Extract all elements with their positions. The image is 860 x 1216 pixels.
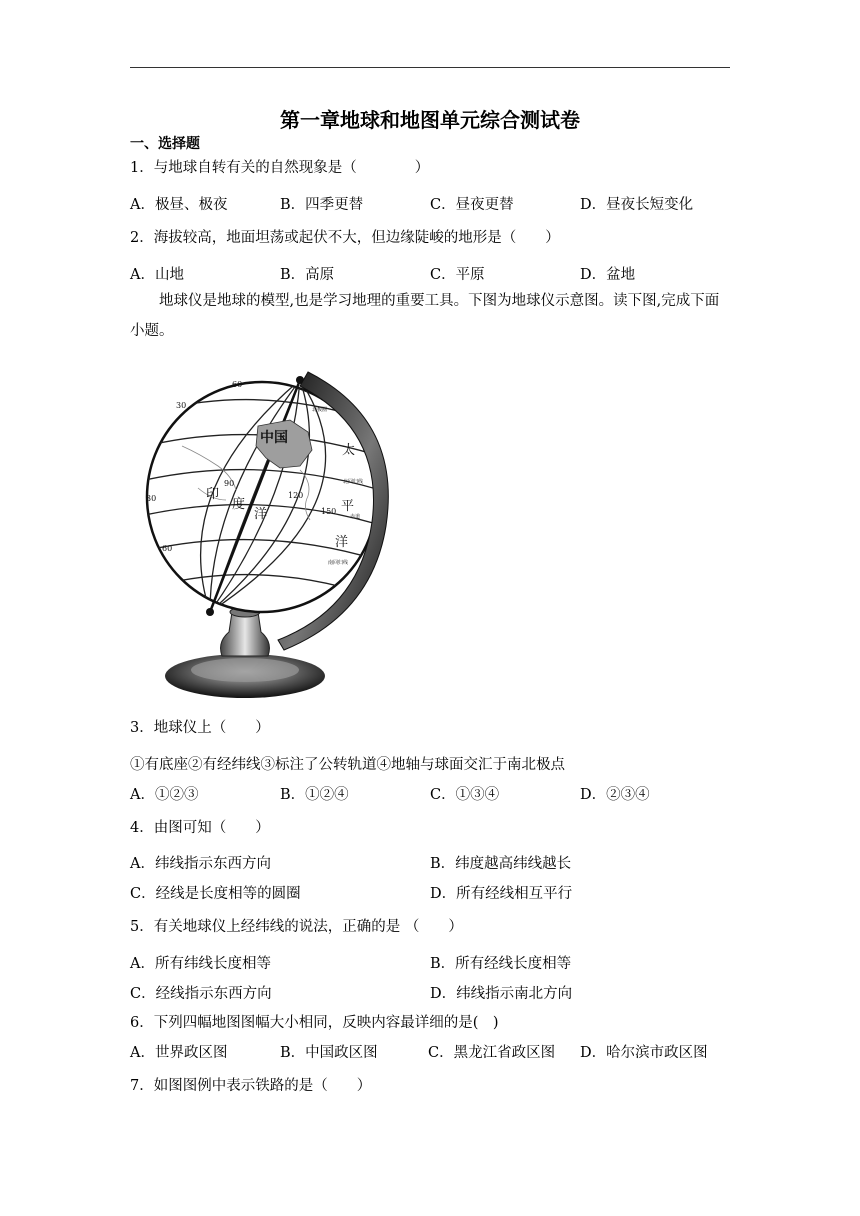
- option-d: D．哈尔滨市政区图: [580, 1045, 708, 1061]
- question-4-options-row2: [130, 882, 730, 903]
- lat-30n: 30: [176, 401, 187, 410]
- option-b: B．高原: [280, 267, 335, 283]
- option-a: A．山地: [130, 267, 184, 283]
- option-c: C．黑龙江省政区图: [428, 1045, 556, 1061]
- label-equator: 赤道: [350, 514, 361, 520]
- option-b: B．①②④: [280, 787, 349, 803]
- option-c: C．经线是长度相等的圆圈: [130, 886, 301, 902]
- label-arctic-circle: 北极圈: [312, 407, 328, 413]
- lon-90: 90: [224, 479, 235, 488]
- label-tai: 太: [342, 443, 356, 458]
- globe-figure: [140, 350, 390, 702]
- option-b: B．所有经线长度相等: [430, 956, 572, 972]
- label-yang-pacific: 洋: [335, 535, 349, 550]
- lon-150: 150: [321, 507, 337, 516]
- question-6-options: [130, 1041, 730, 1062]
- lat-60n: 60: [232, 380, 243, 389]
- label-yang-indian: 洋: [254, 507, 268, 522]
- header-rule: [130, 67, 730, 68]
- question-2-options: [130, 263, 730, 284]
- option-c: C．昼夜更替: [430, 197, 514, 213]
- globe-stand: [221, 612, 270, 656]
- question-4-stem: 4．由图可知（ ）: [130, 820, 270, 836]
- label-tropic-south: 南回归线: [328, 560, 349, 566]
- question-1-options: [130, 193, 730, 214]
- question-3-statements: ①有底座②有经纬线③标注了公转轨道④地轴与球面交汇于南北极点: [130, 757, 565, 773]
- label-du: 度: [232, 497, 246, 512]
- question-7-stem: 7．如图图例中表示铁路的是（ ）: [130, 1078, 372, 1094]
- page-title: 第一章地球和地图单元综合测试卷: [280, 108, 580, 132]
- label-china: 中国: [260, 430, 288, 446]
- question-4-options-row1: [130, 852, 730, 873]
- lat-60s: 60: [162, 544, 173, 553]
- option-a: A．极昼、极夜: [130, 197, 228, 213]
- question-6-stem: 6．下列四幅地图图幅大小相同，反映内容最详细的是( ): [130, 1015, 499, 1031]
- question-5-options-row2: [130, 982, 730, 1003]
- option-c: C．①③④: [430, 787, 500, 803]
- label-tropic-north: 北回归线: [343, 479, 364, 485]
- label-ping: 平: [341, 499, 355, 514]
- option-d: D．②③④: [580, 787, 650, 803]
- option-d: D．所有经线相互平行: [430, 886, 573, 902]
- option-d: D．纬线指示南北方向: [430, 986, 573, 1002]
- option-a: A．①②③: [130, 787, 199, 803]
- option-c: C．经线指示东西方向: [130, 986, 272, 1002]
- option-a: A．纬线指示东西方向: [130, 856, 271, 872]
- option-b: B．纬度越高纬线越长: [430, 856, 572, 872]
- question-2-stem: 2．海拔较高，地面坦荡或起伏不大，但边缘陡峻的地形是（ ）: [130, 230, 560, 246]
- option-b: B．中国政区图: [280, 1045, 378, 1061]
- option-c: C．平原: [430, 267, 485, 283]
- question-5-stem: 5．有关地球仪上经纬线的说法，正确的是 （ ）: [130, 919, 463, 935]
- option-a: A．所有纬线长度相等: [130, 956, 271, 972]
- label-yin: 印: [206, 487, 220, 502]
- question-3-stem: 3．地球仪上（ ）: [130, 720, 270, 736]
- lat-30s: 30: [146, 494, 157, 503]
- option-d: D．昼夜长短变化: [580, 197, 694, 213]
- section-heading: 一、选择题: [130, 136, 200, 152]
- lon-120: 120: [288, 491, 304, 500]
- option-d: D．盆地: [580, 267, 636, 283]
- option-b: B．四季更替: [280, 197, 364, 213]
- option-a: A．世界政区图: [130, 1045, 228, 1061]
- question-3-options: [130, 783, 730, 804]
- question-5-options-row1: [130, 952, 730, 973]
- question-1-stem: 1．与地球自转有关的自然现象是（ ）: [130, 160, 430, 176]
- reading-intro: 地球仪是地球的模型,也是学习地理的重要工具。下图为地球仪示意图。读下图,完成下面小题。: [130, 293, 720, 339]
